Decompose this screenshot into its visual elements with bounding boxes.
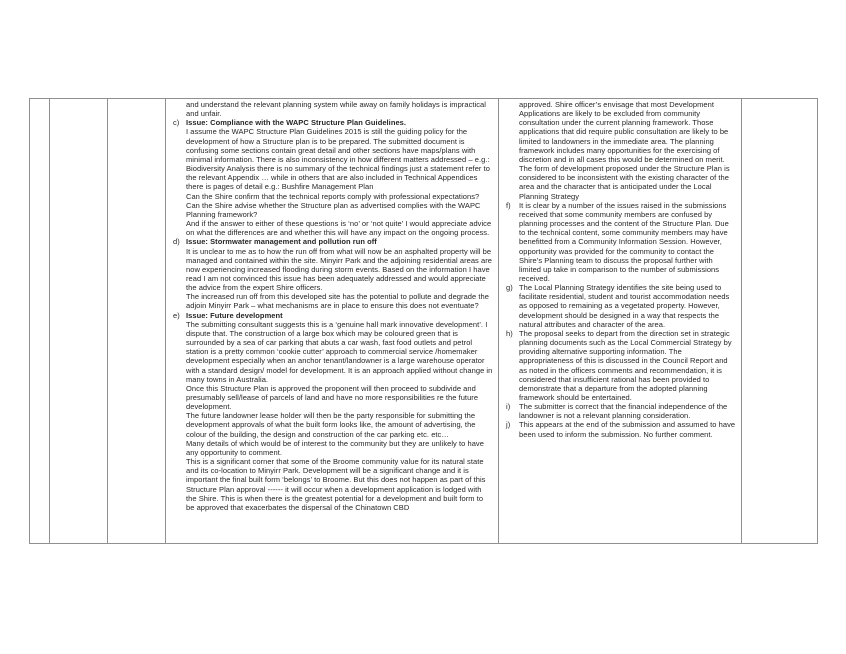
empty-column-right — [742, 99, 817, 543]
item-label: e) — [173, 310, 180, 320]
issue-heading: Issue: Future development — [186, 310, 283, 320]
issue-heading: Issue: Compliance with the WAPC Structure Plan Guidelines. — [186, 118, 407, 128]
paragraph: And if the answer to either of these questions is ‘no’ or ‘not quite’ I would appreciate advice on what the differences are and whether this will have any impact on the ongoing process. — [186, 219, 492, 238]
paragraph: This appears at the end of the submission and assumed to have been used to inform the submission. No further comment. — [519, 420, 736, 439]
submission-comments-column — [166, 99, 499, 543]
issue-item-c — [173, 118, 493, 237]
paragraph: I assume the WAPC Structure Plan Guidelines 2015 is still the guiding policy for the development of how a Structure plan is to be prepared. The submitted document is confusing some sections contain great detail and other sections have maps/plans with minimal information. There is also inconsistency in how different matters addressed – e.g.: Biodiversity Analysis there is no summary of the technical findings just a statement refer to the relevant Appendix … while in others that are also included in Technical Appendices there is pages of detail e.g.: Bushfire Management Plan — [186, 127, 490, 192]
paragraph: Can the Shire confirm that the technical reports comply with professional expectations? — [186, 191, 480, 201]
item-label: g) — [506, 283, 513, 293]
paragraph: It is clear by a number of the issues raised in the submissions received that some community members are confused by planning processes and the content of the Structure Plan. Due to the technical content, some community members may have benefitted from a Community Information Session. However, opportunity was provided for the community to contact the Shire’s Planning team to discuss the proposal further with limited up take in comparison to the number of submissions received. — [519, 200, 729, 283]
item-label: i) — [506, 402, 511, 412]
item-label: d) — [173, 237, 180, 247]
empty-column-1 — [30, 99, 50, 543]
item-label: h) — [506, 328, 513, 338]
paragraph: Can the Shire advise whether the Structure plan as advertised complies with the WAPC Planning framework? — [186, 200, 481, 219]
issue-item-e — [173, 311, 493, 512]
paragraph: The future landowner lease holder will then be the party responsible for submitting the development approvals of what the built form looks like, the amount of advertising, the colour of the building, the design and construction of the car parking etc. etc… — [186, 411, 476, 439]
continuation-paragraph: and understand the relevant planning system while away on family holidays is impractical and unfair. — [186, 100, 486, 119]
item-label: c) — [173, 118, 180, 128]
continuation-paragraph: approved. Shire officer’s envisage that most Development Applications are likely to be excluded from community consultation under the current planning framework. Those applications that did require public consultation are likely to be limited to landowners in the immediate area. The planning framework includes many opportunities for the exercising of discretion and in all cases this would be determined on merit. The form of development proposed under the Structure Plan is considered to be inconsistent with the existing character of the area and the character that is anticipated under the Local Planning Strategy — [519, 100, 730, 201]
response-item-i — [506, 402, 736, 420]
item-label: j) — [506, 420, 511, 430]
item-label: f) — [506, 200, 511, 210]
issue-heading: Issue: Stormwater management and pollution run off — [186, 237, 377, 247]
empty-column-2 — [50, 99, 108, 543]
response-item-j — [506, 420, 736, 438]
issue-item-d — [173, 237, 493, 310]
paragraph: This is a significant corner that some of the Broome community value for its natural state and its co-location to Minyirr Park. Development will be a significant change and it is important the final built form ‘belongs’ to Broome. But this does not happen as part of this Structure Plan approval ------ it will occur when a development application is lodged with the Shire. This is when there is the greatest potential for a development and built form to be approved that exacerbates the dispersal of the Chinatown CBD — [186, 457, 486, 512]
officer-response-column — [499, 99, 742, 543]
paragraph: The increased run off from this developed site has the potential to pollute and degrade the adjoin Minyirr Park – what mechanisms are in place to ensure this does not eventuate? — [186, 292, 489, 311]
paragraph: It is unclear to me as to how the run off from what will now be an asphalted property will be managed and contained within the site. Minyirr Park and the adjoining residential areas are now experiencing increased flooding during storm events. Based on the information I have read I am not convinced this issue has been adequately addressed and would appreciate the advice from the expert Shire officers. — [186, 246, 492, 293]
paragraph: The proposal seeks to depart from the direction set in strategic planning documents such as the Local Commercial Strategy by providing alternative supporting information. The appropriateness of this is discussed in the Council Report and as noted in the officers comments and recommendation, it is considered that insufficient rational has been provided to demonstrate that a departure from the adopted planning framework should be entertained. — [519, 328, 732, 402]
paragraph: The submitting consultant suggests this is a ‘genuine hall mark innovative development’. I dispute that. The construction of a large box which may be coloured green that is surrounded by a sea of car parking that abuts a car wash, fast food outlets and petrol station is a pretty common ‘cookie cutter’ approach to commercial service /homemaker development especially when an anchor tenant/landowner is a large warehouse operator with a standard design/ model for development. It is an approach applied without change in many towns in Australia. — [186, 319, 493, 384]
paragraph: The Local Planning Strategy identifies the site being used to facilitate residential, student and tourist accommodation needs as opposed to remaining as a vegetated property. However, development should be designed in a way that respects the natural attributes and character of the area. — [519, 283, 730, 329]
response-item-h — [506, 329, 736, 402]
paragraph: Once this Structure Plan is approved the proponent will then proceed to subdivide and presumably sell/lease of parcels of land and have no more responsibilities re the future development. — [186, 383, 479, 412]
response-item-g — [506, 283, 736, 329]
submission-schedule-table — [29, 98, 818, 544]
empty-column-3 — [108, 99, 166, 543]
paragraph: Many details of which would be of interest to the community but they are unlikely to have any opportunity to comment. — [186, 438, 484, 457]
paragraph: The submitter is correct that the financial independence of the landowner is not a relevant planning consideration. — [519, 402, 728, 421]
response-item-f — [506, 201, 736, 283]
